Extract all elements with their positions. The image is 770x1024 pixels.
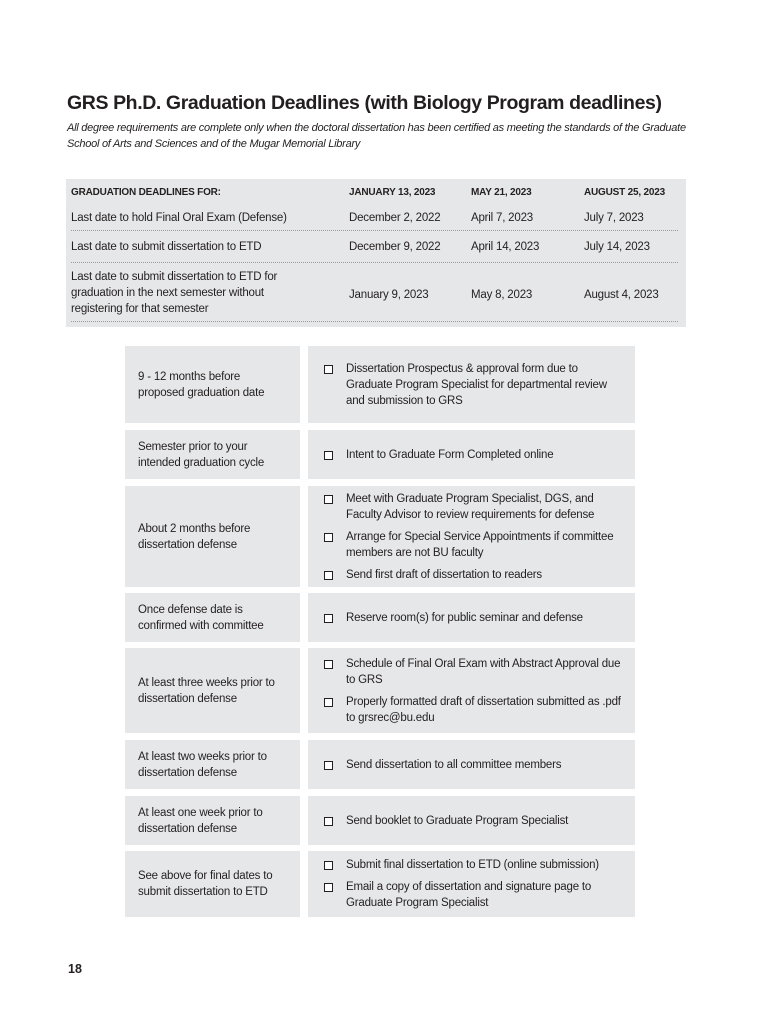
page-number: 18 (68, 962, 82, 976)
timeline-when (125, 346, 300, 423)
date-may: May 8, 2023 (471, 289, 533, 301)
checklist-item-label: Submit final dissertation to ETD (online submission) (346, 859, 599, 871)
timeline-when-label: At least one week prior to dissertation defense (138, 806, 263, 835)
checklist-item-label: Send booklet to Graduate Program Specialist (346, 814, 569, 827)
checkbox-icon[interactable] (324, 761, 333, 770)
page-subtitle: All degree requirements are complete only when the doctoral dissertation has been certified as meeting the standards of the Graduate School of Arts and Sciences and of the Mugar Memorial Library (67, 122, 686, 150)
deadlines-row-defense (71, 212, 678, 231)
date-august: July 14, 2023 (584, 241, 650, 253)
row-label: Last date to submit dissertation to ETD (71, 241, 262, 253)
timeline-row (125, 851, 635, 917)
checklist-item (324, 447, 627, 463)
checklist-item (324, 529, 627, 561)
deadlines-header-row (71, 187, 678, 205)
timeline-row (125, 648, 635, 733)
timeline-when (125, 740, 300, 789)
timeline-when (125, 851, 300, 917)
checkbox-icon[interactable] (324, 533, 333, 542)
checkbox-icon[interactable] (324, 883, 333, 892)
checklist-item (324, 757, 627, 773)
timeline-tasks (308, 740, 635, 789)
header-may: MAY 21, 2023 (471, 187, 532, 198)
checklist-item-label: Dissertation Prospectus & approval form due to Graduate Program Specialist for departmental review and submission to GRS (346, 362, 607, 407)
timeline-when-label: See above for final dates to submit dissertation to ETD (138, 870, 273, 898)
timeline-tasks (308, 430, 635, 479)
date-august: July 7, 2023 (584, 212, 644, 224)
checklist-item (324, 567, 627, 583)
checklist-item-label: Schedule of Final Oral Exam with Abstract Approval due to GRS (346, 657, 621, 686)
checklist-item (324, 879, 627, 911)
page-title: GRS Ph.D. Graduation Deadlines (with Biology Program deadlines) (67, 92, 662, 114)
checklist-item-label: Send dissertation to all committee members (346, 758, 562, 771)
timeline-row (125, 346, 635, 423)
deadlines-table (66, 179, 686, 327)
checklist-item (324, 656, 627, 688)
checklist-item (324, 694, 627, 726)
checklist-item-label: Meet with Graduate Program Specialist, DGS, and Faculty Advisor to review requirements for defense (346, 492, 595, 521)
timeline-tasks (308, 593, 635, 642)
header-graduation-deadlines-for: GRADUATION DEADLINES FOR: (71, 187, 221, 198)
checkbox-icon[interactable] (324, 660, 333, 669)
timeline-when (125, 796, 300, 845)
timeline-tasks (308, 796, 635, 845)
checklist-item-label: Reserve room(s) for public seminar and defense (346, 611, 583, 624)
checklist-item (324, 491, 627, 523)
checklist-item-label: Intent to Graduate Form Completed online (346, 448, 554, 461)
deadlines-row-next-semester (71, 269, 678, 322)
date-january: January 9, 2023 (349, 289, 429, 301)
timeline-row (125, 796, 635, 845)
date-january: December 2, 2022 (349, 212, 441, 224)
timeline-row (125, 430, 635, 479)
timeline-tasks (308, 851, 635, 917)
header-august: AUGUST 25, 2023 (584, 187, 665, 198)
timeline-when-label: At least two weeks prior to dissertation defense (138, 750, 267, 779)
checklist-item-label: Arrange for Special Service Appointments if committee members are not BU faculty (346, 530, 614, 559)
checklist-item (324, 610, 627, 626)
date-may: April 14, 2023 (471, 241, 540, 253)
timeline-when (125, 648, 300, 733)
timeline-when-label: Once defense date is confirmed with committee (138, 603, 264, 632)
checklist-item-label: Send first draft of dissertation to readers (346, 568, 542, 581)
checkbox-icon[interactable] (324, 861, 333, 870)
timeline-when-label: 9 - 12 months before proposed graduation date (138, 370, 265, 399)
timeline-row (125, 740, 635, 789)
timeline-when-label: At least three weeks prior to dissertation defense (138, 676, 275, 705)
checklist-item (324, 813, 627, 829)
date-august: August 4, 2023 (584, 289, 659, 301)
timeline-when-label: Semester prior to your intended graduation cycle (138, 440, 265, 469)
checklist-item-label: Properly formatted draft of dissertation submitted as .pdf to grsrec@bu.edu (346, 695, 621, 724)
timeline-row (125, 593, 635, 642)
timeline-tasks (308, 486, 635, 587)
checklist-item (324, 857, 627, 873)
date-may: April 7, 2023 (471, 212, 533, 224)
timeline-when (125, 593, 300, 642)
timeline-when-label: About 2 months before dissertation defense (138, 522, 251, 551)
checkbox-icon[interactable] (324, 614, 333, 623)
checkbox-icon[interactable] (324, 495, 333, 504)
timeline-tasks (308, 346, 635, 423)
checkbox-icon[interactable] (324, 451, 333, 460)
checkbox-icon[interactable] (324, 365, 333, 374)
checklist-item (324, 361, 627, 409)
timeline-row (125, 486, 635, 587)
timeline-when (125, 486, 300, 587)
checkbox-icon[interactable] (324, 698, 333, 707)
checklist-item-label: Email a copy of dissertation and signature page to Graduate Program Specialist (346, 881, 592, 909)
timeline-when (125, 430, 300, 479)
checkbox-icon[interactable] (324, 571, 333, 580)
row-label: Last date to hold Final Oral Exam (Defense) (71, 212, 287, 224)
checkbox-icon[interactable] (324, 817, 333, 826)
date-january: December 9, 2022 (349, 241, 441, 253)
timeline-tasks (308, 648, 635, 733)
header-january: JANUARY 13, 2023 (349, 187, 436, 198)
row-label: Last date to submit dissertation to ETD for graduation in the next semester without registering for that semester (71, 271, 278, 315)
deadlines-row-etd (71, 241, 678, 263)
